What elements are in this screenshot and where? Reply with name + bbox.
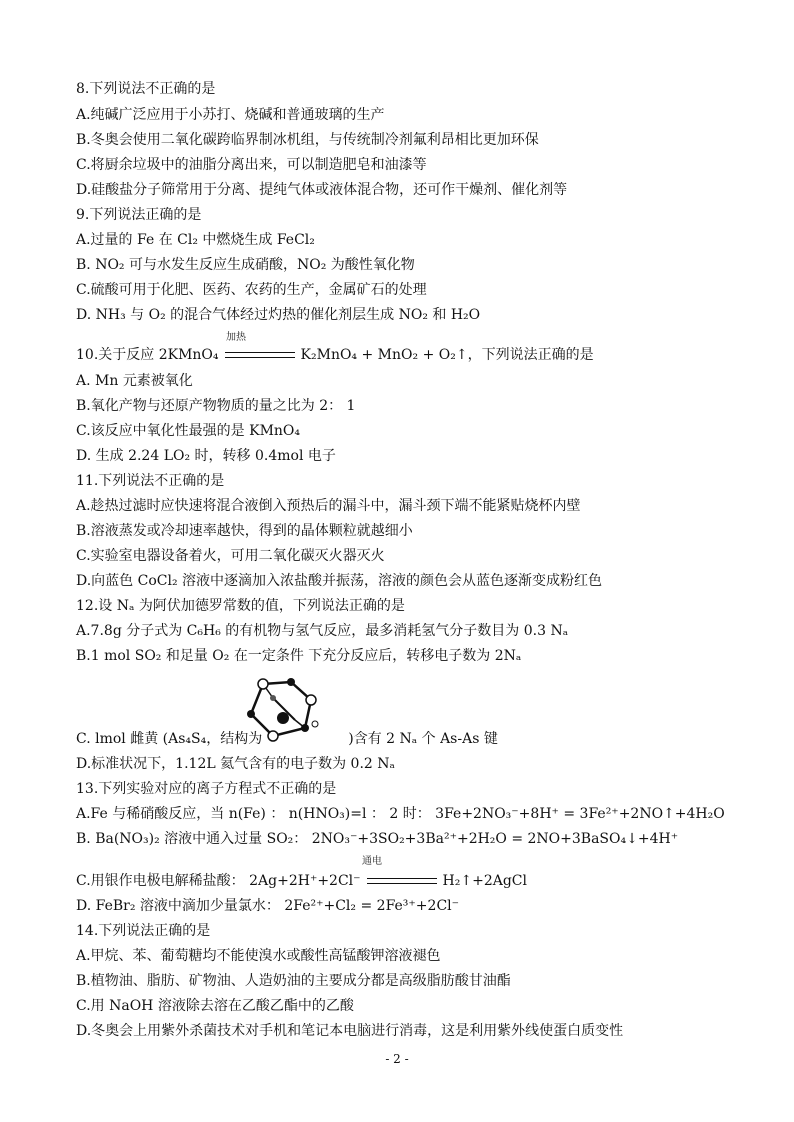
q12-option-c: [76, 730, 498, 748]
q8-option-b: B.冬奥会使用二氧化碳跨临界制冰机组，与传统制冷剂氟利昂相比更加环保: [76, 132, 539, 148]
q11-option-c: C.实验室电器设备着火，可用二氧化碳灭火器灭火: [76, 548, 385, 564]
q14-stem: 14.下列说法正确的是: [76, 923, 211, 939]
electrolysis-equals-sign: [367, 878, 437, 884]
q8-stem: 8.下列说法不正确的是: [76, 81, 216, 97]
q14-option-a: A.甲烷、苯、葡萄糖均不能使溴水或酸性高锰酸钾溶液褪色: [76, 948, 441, 964]
q8-option-d: D.硅酸盐分子筛常用于分离、提纯气体或液体混合物，还可作干燥剂、催化剂等: [76, 182, 568, 198]
q13-condition-label: 通电: [362, 856, 382, 867]
q14-option-d: D.冬奥会上用紫外杀菌技术对手机和笔记本电脑进行消毒，这是利用紫外线使蛋白质变性: [76, 1023, 624, 1039]
q9-option-d: D. NH₃ 与 O₂ 的混合气体经过灼热的催化剂层生成 NO₂ 和 H₂O: [76, 307, 481, 323]
q10-condition-label: 加热: [226, 332, 246, 343]
q12-option-a: A.7.8g 分子式为 C₆H₆ 的有机物与氢气反应，最多消耗氢气分子数目为 0.3 Nₐ: [76, 623, 569, 639]
reaction-equals-sign: [225, 352, 295, 358]
page-number: - 2 -: [385, 1052, 409, 1066]
q8-option-c: C.将厨余垃圾中的油脂分离出来，可以制造肥皂和油漆等: [76, 157, 427, 173]
q9-option-a: A.过量的 Fe 在 Cl₂ 中燃烧生成 FeCl₂: [76, 232, 315, 248]
q11-option-d: D.向蓝色 CoCl₂ 溶液中逐滴加入浓盐酸并振荡，溶液的颜色会从蓝色逐渐变成粉红色: [76, 573, 603, 589]
q12-option-c-right: )含有 2 Nₐ 个 As-As 键: [348, 731, 498, 747]
q12-option-d: D.标准状况下，1.12L 氦气含有的电子数为 0.2 Nₐ: [76, 756, 395, 772]
q8-option-a: A.纯碱广泛应用于小苏打、烧碱和普通玻璃的生产: [76, 107, 385, 123]
q13-option-b: B. Ba(NO₃)₂ 溶液中通入过量 SO₂： 2NO₃⁻+3SO₂+3Ba²⁺+2H₂O = 2NO+3BaSO₄↓+4H⁺: [76, 831, 679, 847]
q9-stem: 9.下列说法正确的是: [76, 207, 202, 223]
q10-option-d: D. 生成 2.24 LO₂ 时，转移 0.4mol 电子: [76, 448, 336, 464]
q12-option-c-left: C. lmol 雌黄 (As₄S₄，结构为: [76, 731, 263, 747]
q12-option-b: B.1 mol SO₂ 和足量 O₂ 在一定条件 下充分反应后，转移电子数为 2Nₐ: [76, 648, 522, 664]
q11-option-b: B.溶液蒸发或冷却速率越快，得到的晶体颗粒就越细小: [76, 523, 413, 539]
q11-stem: 11.下列说法不正确的是: [76, 473, 225, 489]
q9-option-b: B. NO₂ 可与水发生反应生成硝酸，NO₂ 为酸性氧化物: [76, 257, 415, 273]
q13-option-c-left: C.用银作电极电解稀盐酸： 2Ag+2H⁺+2Cl⁻: [76, 873, 361, 889]
q10-option-c: C.该反应中氧化性最强的是 KMnO₄: [76, 423, 301, 439]
q14-option-b: B.植物油、脂肪、矿物油、人造奶油的主要成分都是高级脂肪酸甘油酯: [76, 973, 511, 989]
q13-option-c: [76, 872, 527, 890]
q10-option-b: B.氧化产物与还原产物物质的量之比为 2： 1: [76, 398, 356, 414]
q10-stem-left: 10.关于反应 2KMnO₄: [76, 347, 219, 363]
q13-option-d: D. FeBr₂ 溶液中滴加少量氯水： 2Fe²⁺+Cl₂ = 2Fe³⁺+2Cl⁻: [76, 898, 460, 914]
q9-option-c: C.硫酸可用于化肥、医药、农药的生产，金属矿石的处理: [76, 282, 427, 298]
q10-option-a: A. Mn 元素被氧化: [76, 373, 193, 389]
q13-option-c-right: H₂↑+2AgCl: [442, 873, 527, 889]
q10-stem-right: K₂MnO₄ + MnO₂ + O₂↑，下列说法正确的是: [300, 347, 594, 363]
q10-stem: [76, 346, 594, 364]
q11-option-a: A.趁热过滤时应快速将混合液倒入预热后的漏斗中，漏斗颈下端不能紧贴烧杯内壁: [76, 498, 581, 514]
q14-option-c: C.用 NaOH 溶液除去溶在乙酸乙酯中的乙酸: [76, 998, 354, 1014]
q13-stem: 13.下列实验对应的离子方程式不正确的是: [76, 781, 337, 797]
q12-stem: 12.设 Nₐ 为阿伏加德罗常数的值，下列说法正确的是: [76, 598, 405, 614]
q13-option-a: A.Fe 与稀硝酸反应，当 n(Fe) ： n(HNO₃)=l ： 2 时： 3Fe+2NO₃⁻+8H⁺ = 3Fe²⁺+2NO↑+4H₂O: [76, 806, 725, 822]
